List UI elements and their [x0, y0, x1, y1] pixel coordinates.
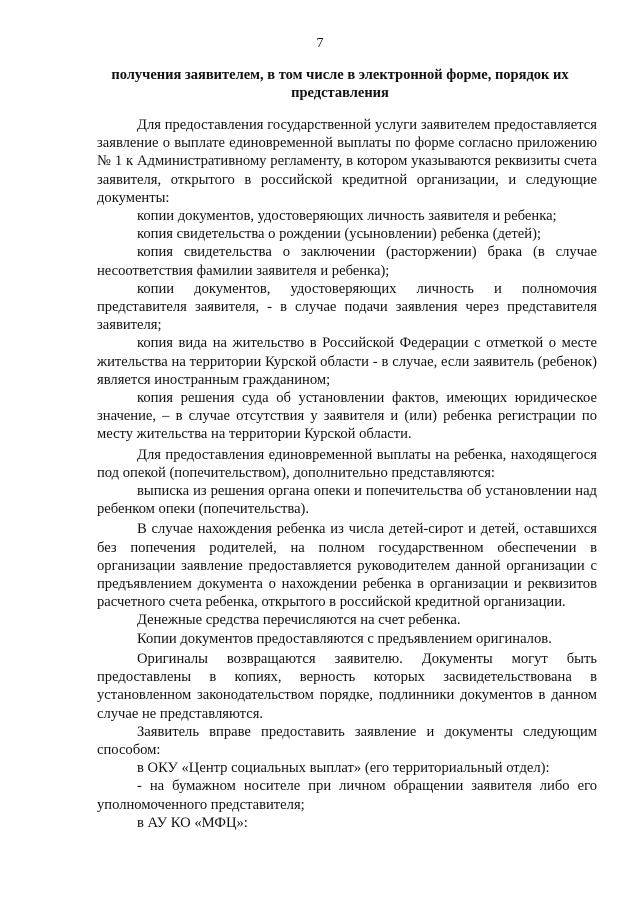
paragraph-originals-returned: Оригиналы возвращаются заявителю. Документы могут быть предоставлены в копиях, верность которых засвидетельствована в установленном законодательством порядке, подлинники документов в данном случае не представляются. — [97, 650, 597, 722]
section-heading — [80, 66, 600, 102]
paragraph-intro: Для предоставления государственной услуги заявителем предоставляется заявление о выплате единовременной выплаты по форме согласно приложению № 1 к Административному регламенту, в котором указываются реквизиты счета заявителя, открытого в российской кредитной организации, и следующие документы: — [97, 117, 597, 206]
list-item-residence-permit: копия вида на жительство в Российской Федерации с отметкой о месте жительства на территории Курской области - в случае, если заявитель (ребенок) является иностранным гражданином; — [97, 335, 597, 388]
section-heading-line-2: представления — [291, 85, 389, 101]
list-item-oku-center: в ОКУ «Центр социальных выплат» (его территориальный отдел): — [137, 760, 550, 777]
paragraph-submission-methods: Заявитель вправе предоставить заявление и документы следующим способом: — [97, 723, 597, 758]
document-body — [97, 116, 597, 832]
paragraph-guardianship: Для предоставления единовременной выплаты на ребенка, находящегося под опекой (попечительством), дополнительно представляются: — [97, 446, 597, 481]
list-item-birth-certificate: копия свидетельства о рождении (усыновлении) ребенка (детей); — [137, 226, 541, 243]
list-item-representative-docs: копии документов, удостоверяющих личность и полномочия представителя заявителя, - в случае подачи заявления через представителя заявителя; — [97, 280, 597, 334]
list-item-identity-docs: копии документов, удостоверяющих личность заявителя и ребенка; — [137, 208, 557, 225]
list-item-court-decision: копия решения суда об установлении фактов, имеющих юридическое значение, – в случае отсутствия у заявителя и (или) ребенка регистрации по месту жительства на территории Курской области. — [97, 390, 597, 443]
list-item-au-ko-mfc: в АУ КО «МФЦ»: — [137, 814, 248, 831]
paragraph-funds-transfer: Денежные средства перечисляются на счет ребенка. — [137, 612, 461, 629]
section-heading-line-1: получения заявителем, в том числе в электронной форме, порядок их — [111, 67, 569, 83]
list-item-guardianship-extract: выписка из решения органа опеки и попечительства об установлении над ребенком опеки (попечительства). — [97, 483, 597, 518]
list-item-paper-submission: - на бумажном носителе при личном обращении заявителя либо его уполномоченного представителя; — [97, 778, 597, 813]
page-number: 7 — [316, 36, 324, 51]
paragraph-copies-originals: Копии документов предоставляются с предъявлением оригиналов. — [137, 630, 552, 647]
paragraph-orphans: В случае нахождения ребенка из числа детей-сирот и детей, оставшихся без попечения родителей, на полном государственном обеспечении в организации заявление предоставляется руководителем данной организации с предъявлением документа о нахождении ребенка в организации и реквизитов расчетного счета ребенка, открытого в российской кредитной организации. — [97, 521, 597, 611]
list-item-marriage-certificate: копия свидетельства о заключении (расторжении) брака (в случае несоответствия фамилии заявителя и ребенка); — [97, 244, 597, 279]
